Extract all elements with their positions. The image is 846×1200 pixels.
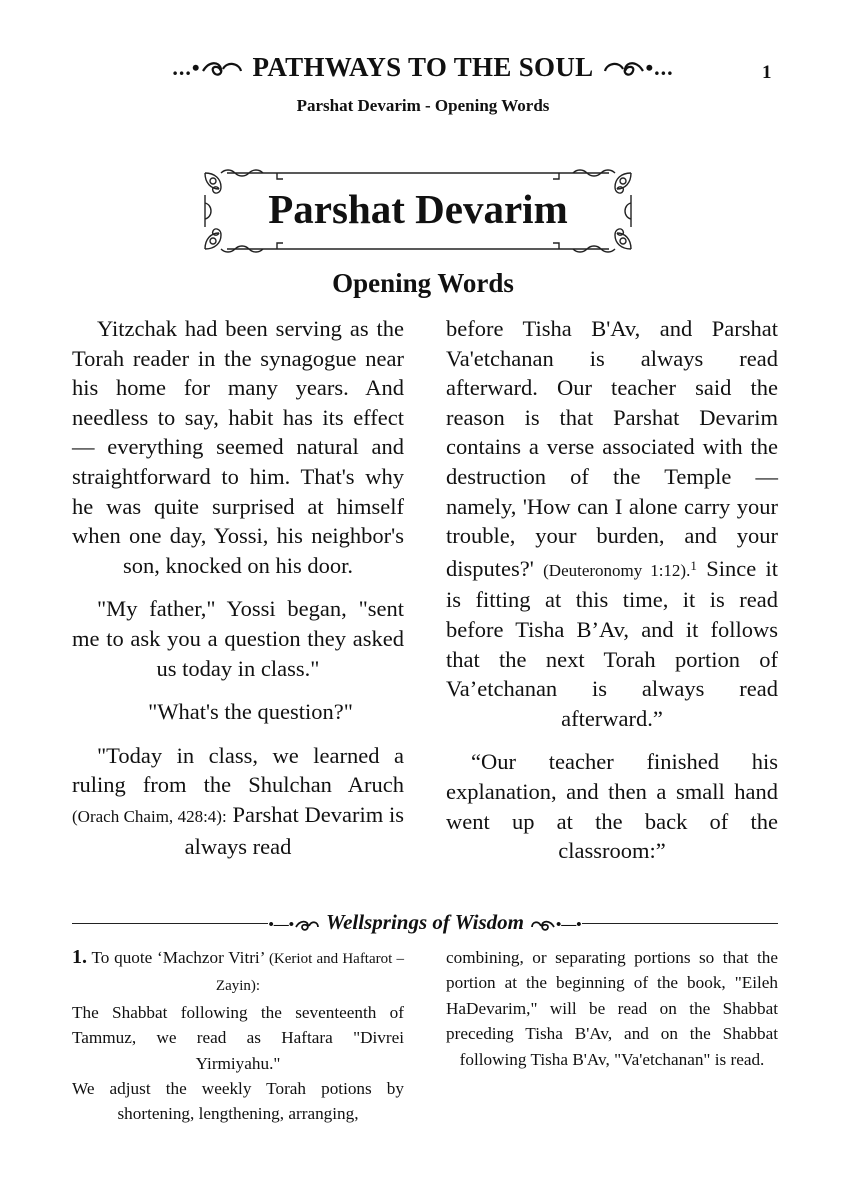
footnote-number: 1. xyxy=(72,946,87,968)
section-heading: Opening Words xyxy=(332,268,514,298)
body-column-right xyxy=(446,314,778,880)
citation: (Keriot and Haftarot – Zayin): xyxy=(215,951,405,995)
footnote-divider xyxy=(72,910,778,938)
footnote-column-left xyxy=(72,945,404,1127)
body-text: Since it is fitting at this time, it is read before Tisha B’Av, and it follows that the next Torah portion of Va’etchanan is always read afterward.” xyxy=(446,555,779,731)
flourish-right-icon: •... xyxy=(603,55,673,81)
body-text: before Tisha B'Av, and Parshat Va'etchanan is always read afterward. Our teacher said the reason is that Parshat Devarim contains a verse associated with the destruction of the Temple — namely, 'How can I alone carry your trouble, your burden, and your disputes?' xyxy=(446,316,778,581)
running-header xyxy=(0,52,846,83)
divider-flourish-right-icon: •—• xyxy=(530,917,582,933)
citation: (Deuteronomy 1:12). xyxy=(543,560,691,580)
footnote-marker[interactable]: 1 xyxy=(690,557,697,573)
body-column-left xyxy=(72,314,404,875)
body-paragraph xyxy=(72,741,404,861)
series-title-row xyxy=(172,52,673,83)
body-paragraph: "What's the question?" xyxy=(148,699,353,725)
footnote-paragraph: The Shabbat following the seventeenth of Tammuz, we read as Haftara "Divrei Yirmiyahu." xyxy=(72,1002,404,1073)
body-text: "Today in class, we learned a ruling from the Shulchan Aruch xyxy=(72,742,404,798)
footnote-column-right xyxy=(446,945,778,1072)
divider-label-row xyxy=(72,910,778,935)
citation: (Orach Chaim, 428:4): xyxy=(72,806,227,826)
divider-label: Wellsprings of Wisdom xyxy=(320,910,530,934)
body-paragraph: Yitzchak had been serving as the Torah reader in the synagogue near his home for many years. And needless to say, habit has its effect — everything seemed natural and straightforward to him. That's why he was quite surprised at himself when one day, Yossi, his neighbor's son, knocked on his door. xyxy=(72,316,404,578)
running-subtitle: Parshat Devarim - Opening Words xyxy=(296,96,550,115)
body-paragraph xyxy=(446,314,778,733)
body-text: Parshat Devarim is always read xyxy=(184,801,404,859)
flourish-left-icon: ...• xyxy=(172,55,242,81)
body-paragraph: "My father," Yossi began, "sent me to ask you a question they asked us today in class." xyxy=(72,596,404,681)
body-paragraph: “Our teacher finished his explanation, and then a small hand went up at the back of the classroom:” xyxy=(446,749,778,864)
footnote-paragraph: We adjust the weekly Torah potions by shortening, lengthening, arranging, xyxy=(72,1079,404,1124)
page-title: Parshat Devarim xyxy=(268,186,568,232)
divider-flourish-left-icon: •—• xyxy=(268,917,320,933)
footnote-paragraph xyxy=(72,945,404,1000)
footnote-text: To quote ‘Machzor Vitri’ xyxy=(91,948,265,967)
title-frame xyxy=(197,165,639,257)
footnote-paragraph: combining, or separating portions so that the portion at the beginning of the book, "Eileh HaDevarim," will be read on the Shabbat preceding Tisha B'Av, and on the Shabbat following Tisha B'Av, "Va'etchanan" is read. xyxy=(446,948,778,1069)
page-number: 1 xyxy=(762,62,772,83)
series-title: PATHWAYS TO THE SOUL xyxy=(252,52,594,82)
